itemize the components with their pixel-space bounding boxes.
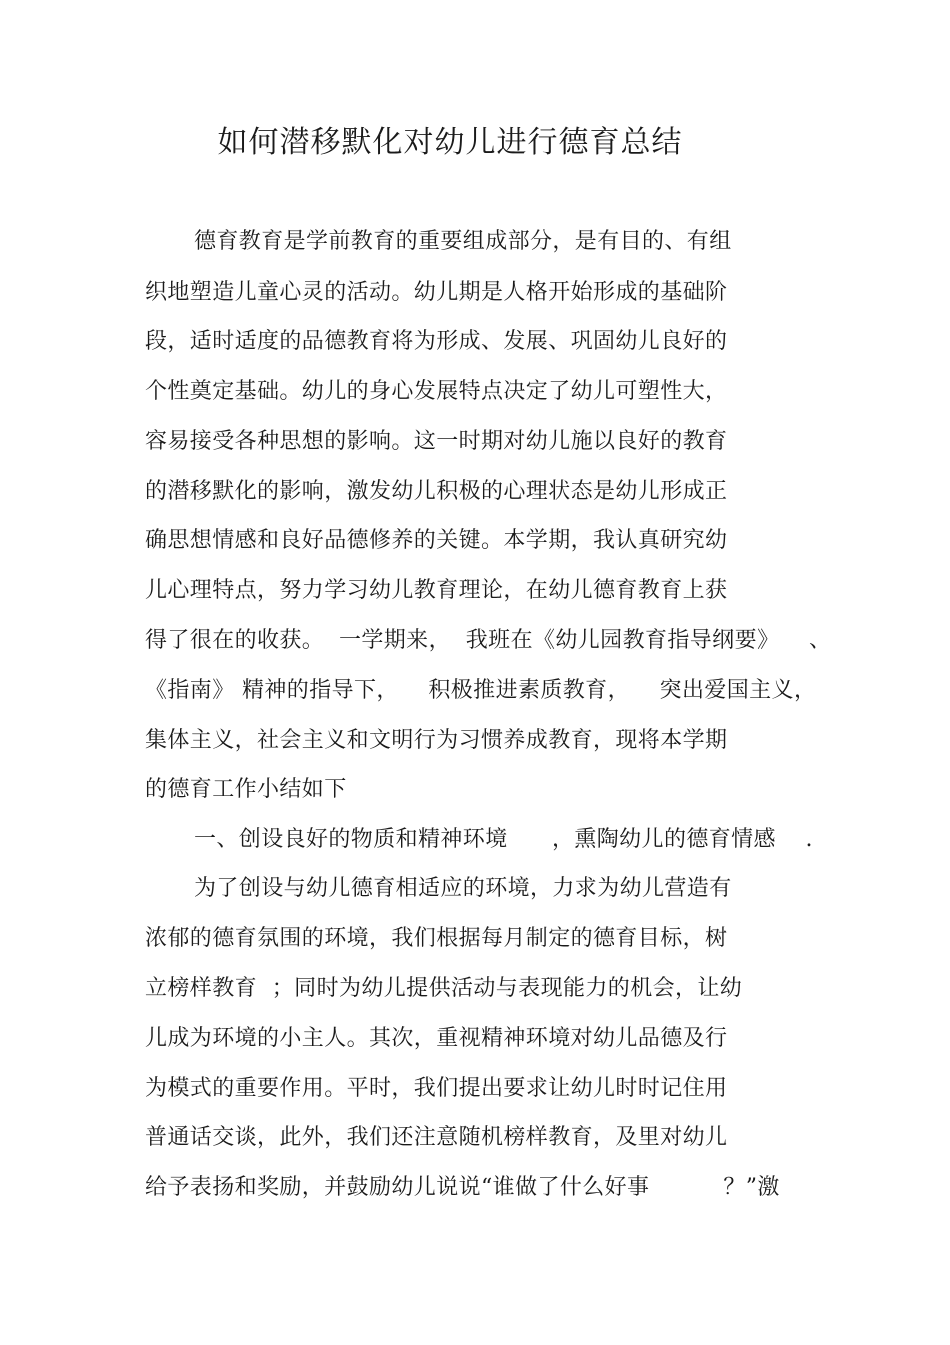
- paragraph-line: 确思想情感和良好品德修养的关键。本学期，我认真研究幼: [145, 528, 728, 553]
- paragraph-line: 的德育工作小结如下: [145, 777, 347, 802]
- paragraph-line: 的潜移默化的影响，激发幼儿积极的心理状态是幼儿形成正: [145, 479, 728, 504]
- paragraph-line: 集体主义，社会主义和文明行为习惯养成教育，现将本学期: [145, 728, 728, 753]
- paragraph-line: 给予表扬和奖励，并鼓励幼儿说说“谁做了什么好事 ？”激: [145, 1175, 780, 1200]
- paragraph-line: 普通话交谈，此外，我们还注意随机榜样教育，及里对幼儿: [145, 1125, 728, 1150]
- paragraph-line: 立榜样教育 ；同时为幼儿提供活动与表现能力的机会，让幼: [145, 976, 743, 1001]
- paragraph-line: 儿心理特点，努力学习幼儿教育理论，在幼儿德育教育上获: [145, 578, 728, 603]
- paragraph-line: 为模式的重要作用。平时，我们提出要求让幼儿时时记住用: [145, 1076, 728, 1101]
- paragraph-line: 儿成为环境的小主人。其次，重视精神环境对幼儿品德及行: [145, 1026, 728, 1051]
- paragraph-line: 为了创设与幼儿德育相适应的环境，力求为幼儿营造有: [194, 876, 732, 901]
- paragraph-line: 得了很在的收获。 一学期来， 我班在《幼儿园教育指导纲要》 、: [145, 628, 832, 653]
- paragraph-line: 容易接受各种思想的影响。这一时期对幼儿施以良好的教育: [145, 429, 728, 454]
- paragraph-line: 《指南》 精神的指导下， 积极推进素质教育， 突出爱国主义，: [145, 678, 817, 703]
- section-heading: 一、创设良好的物质和精神环境 ，熏陶幼儿的德育情感 .: [194, 827, 813, 852]
- paragraph-line: 浓郁的德育氛围的环境，我们根据每月制定的德育目标，树: [145, 926, 728, 951]
- document-title: 如何潜移默化对幼儿进行德育总结: [217, 125, 683, 160]
- paragraph-line: 个性奠定基础。幼儿的身心发展特点决定了幼儿可塑性大，: [145, 379, 728, 404]
- paragraph-line: 织地塑造儿童心灵的活动。幼儿期是人格开始形成的基础阶: [145, 280, 728, 305]
- paragraph-line: 段，适时适度的品德教育将为形成、发展、巩固幼儿良好的: [145, 329, 728, 354]
- paragraph-line: 德育教育是学前教育的重要组成部分，是有目的、有组: [194, 229, 732, 254]
